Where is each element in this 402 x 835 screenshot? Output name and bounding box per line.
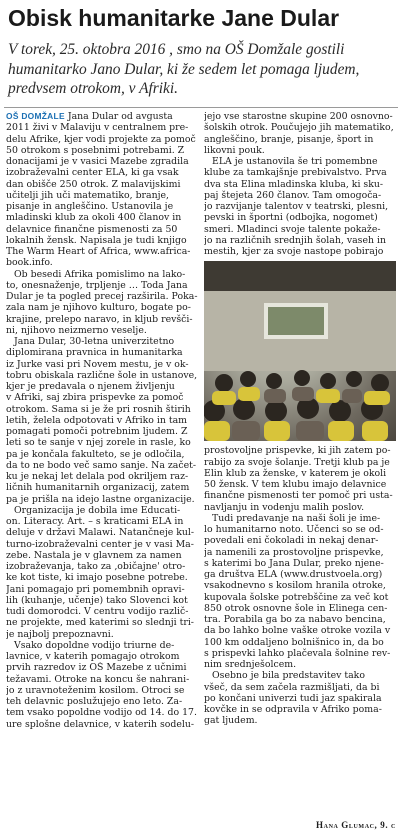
text-line: ku je nekaj let delala pod okriljem raz- [6,471,189,482]
text-line: vsakodnevno s kosilom hranila otroke, [204,580,386,592]
text-line: turno-izobraževalni center je v vasi Ma- [6,538,194,550]
text-line: likovni pouk. [204,144,265,156]
text-line: ne projekte, med katerimi so slednji tri- [6,617,194,629]
text-line: izobraževanja, tako za ‚običajne' otro- [6,561,186,572]
text-line: šolskih otrok. Poučujejo jih matematiko, [204,122,394,134]
text-line: pomagati pomoči potrebnim ljudem. Z [6,426,188,437]
article-lead [8,40,398,99]
text-line: s katerimi bo Jana Dular, preko njene- [204,557,384,569]
column-body [204,156,398,257]
first-line [6,111,199,122]
text-line: angleščino, branje, pisanje, šport in [204,133,374,145]
text-line: pa je prišla na idejo lastne organizacije. [6,493,195,505]
text-line: lo humanitarno noto. Učenci so se od- [204,524,384,535]
text-line: jo na različnih srednjih šolah, vaseh in [204,234,386,246]
text-line: lokalnih žensk. Napisala je tudi knjigo [6,234,187,246]
text-line: ure splošne delavnice, v katerih sodelu- [6,718,195,730]
divider [4,107,398,108]
text-line: pisanje in angleščino. Ustanovila je [6,201,174,212]
text-line: Jana Dular, 30-letna univerzitetno [14,336,175,347]
dateline: OŠ DOMŽALE [6,111,65,121]
text-line: delu Afrike, kjer vodi projekte za pomoč [6,133,196,145]
text-line: 50 žensk. V tem klubu imajo delavnice [204,479,387,490]
text-line: 100 km oddaljeno bolnišnico in, da bo [204,636,384,648]
text-line: mladinski klub za okoli 400 članov in [6,212,182,224]
text-line: ja namenili za prostovoljne prispevke, [204,546,384,558]
article-column-right [204,111,398,727]
text-line: dan obišče 250 otrok. Z malavijskimi [6,178,181,190]
photo-illustration [204,261,396,441]
text-line: pa je končala fakulteto, se je odločila, [6,448,185,460]
text-line: pevski in športni (odbojka, nogomet) [204,212,378,224]
text-line: mestih, kjer za svoje nastope pobirajo [204,246,384,257]
text-line: book.info. [6,257,53,269]
text-line: tem vsako popoldne vodijo od 14. do 17. [6,707,197,719]
text-line: delavnice finančne pismenosti za 50 [6,223,178,235]
text-line: smeri. Mladinci svoje talente pokaže- [204,223,381,235]
text-line: jejo vse starostne skupine 200 osnovno- [204,111,393,122]
text-line: ga društva ELA (www.drustvoela.org) [204,569,383,580]
text-line: tra. Porabila ga bo za nabavo bencina, [204,614,386,625]
lead-line: predvsem otrokom, v Afriki. [8,80,178,97]
text-line: Organizacija je dobila ime Educati- [14,504,181,516]
text-line: ELA je ustanovila še tri pomembne [212,156,378,167]
text-line: Dular je ta pogled precej razširila. Poka- [6,291,198,302]
column-body [204,111,398,156]
text-line: 850 otrok osnovne šole in Elinega cen- [204,602,388,614]
author-signature: Hana Glumac, 9. c [316,820,396,830]
text-line: ke kot tiste, ki imajo posebne potrebe. [6,572,188,584]
text-line: klube za tamkajšnje prebivalstvo. Prva [204,167,387,179]
column-body [204,670,398,726]
text-line: všeč, da sem začela razmišljati, da bi [204,681,380,693]
text-line: finančne pismenosti ter pomoč pri usta- [204,490,393,502]
text-line: letih, želela odpotovati v Afriko in tam [6,414,188,426]
text-line: zebe. Nastala je v glavnem za namen [6,549,182,561]
text-line: to, onesnaženje, trpljenje … Toda Jana [6,279,188,291]
text-line: on. Literacy. Art. – s kraticami ELA in [6,516,184,527]
text-line: s prispevki lahko plačevala šolnine rev- [204,647,391,659]
text-line: je najbolj prepoznavni. [6,628,114,640]
text-line: Elin klub za ženske, v katerem je okoli [204,467,387,479]
text-line: diplomirana pravnica in humanitarka [6,347,183,359]
text-line: prvih razredov iz OŠ Mazebe z učnimi [6,662,187,674]
text-line: Jani pomagajo pri pomembnih opravi- [6,583,185,595]
text-line: izobraževalni center ELA, ki ga vsak [6,167,179,179]
text-line: kupovala šolske potrebščine za več kot [204,591,389,603]
text-line: kovčke in se odpravila v Afriko poma- [204,704,382,715]
text-line: težavami. Otroke na koncu še nahrani- [6,673,190,685]
text-line: deluje v državi Malawi. Natančneje kul- [6,527,195,539]
lecture-photo [204,261,396,441]
text-line: otrokom. Sama si je že pri rosnih štirih [6,403,191,415]
column-body [204,513,398,671]
text-line: da bo lahko bolne vaške otroke vozila v [204,625,391,637]
text-line: kjer je predavala o njenem življenju [6,381,175,392]
text-line: tudi domorodci. V centru vodijo različ- [6,606,189,617]
text-line: nim srednješolcem. [204,659,297,670]
article-title: Obisk humanitarke Jane Dular [8,5,340,31]
text-line: krajine, prelepo naravo, in kljub revšči- [6,313,193,325]
text-line: Osebno je bila predstavitev tako [212,670,365,682]
text-line: jo razvijanje talentov v teatrski, plesni, [204,201,389,212]
text-line: povedali eni čokoladi in nekaj denar- [204,535,379,547]
text-line: v Afriki, saj zbira prispevke za pomoč [6,392,184,404]
text-line: 50 otrokom s posebnimi potrebami. Z [6,144,185,156]
text-line: da to ne bodo več samo sanje. Na začet- [6,459,197,471]
text-line: rabijo za svoje šolanje. Tretji klub pa je [204,456,390,468]
text-line: ni, njihovo neizmerno veselje. [6,324,147,336]
text-line: teh delavnic poslužujejo eno leto. Za- [6,696,183,707]
text-line: jo z uravnoteženim kosilom. Otroci se [6,684,185,696]
text-line: zala nam je njihovo kulturo, bogate po- [6,302,191,314]
text-line: prostovoljne prispevke, ki jih zatem po- [204,445,391,457]
column-body [6,122,199,730]
text-line: 2011 živi v Malaviju v centralnem pre- [6,122,189,134]
text-line: tobru obiskala različne šole in ustanove, [6,369,198,381]
body-text: Jana Dular od avgusta [67,111,173,122]
text-line: Ob besedi Afrika pomislimo na lako- [14,268,186,280]
text-line: lavnice, v katerih pomagajo otrokom [6,651,180,662]
text-line: lih (kuhanje, učenje) tako Slovenci kot [6,594,188,606]
lead-line: humanitarko Jano Dular, ki že sedem let pomaga ljudem, [8,60,360,78]
text-line: leti so te sanje v njej zorele in rasle, ko [6,437,191,449]
text-line: učitelji jih uči matematiko, branje, [6,189,170,201]
article-column-left [6,111,199,730]
text-line: dva sta Elina mladinska kluba, ki sku- [204,178,384,190]
text-line: paj štejeta 260 članov. Tam omogoča- [204,189,382,201]
lead-line: V torek, 25. oktobra 2016 , smo na OŠ Domžale gostili [8,41,345,58]
text-line: donacijami je v vasici Mazebe zgradila [6,156,189,167]
text-line: gat ljudem. [204,715,258,727]
text-line: ličnih humanitarnih organizacij, zatem [6,482,190,494]
text-line: navljanju in vodenju malih poslov. [204,501,365,513]
text-line: Vsako dopoldne vodijo triurne de- [14,639,175,651]
text-line: po končani univerzi tudi jaz spakirala [204,692,382,704]
text-line: The Warm Heart of Africa, www.africa- [6,246,191,257]
text-line: Tudi predavanje na naši šoli je ime- [212,512,381,524]
column-body [204,445,398,513]
text-line: iz Jurke vasi pri Novem mestu, je v ok- [6,358,189,370]
